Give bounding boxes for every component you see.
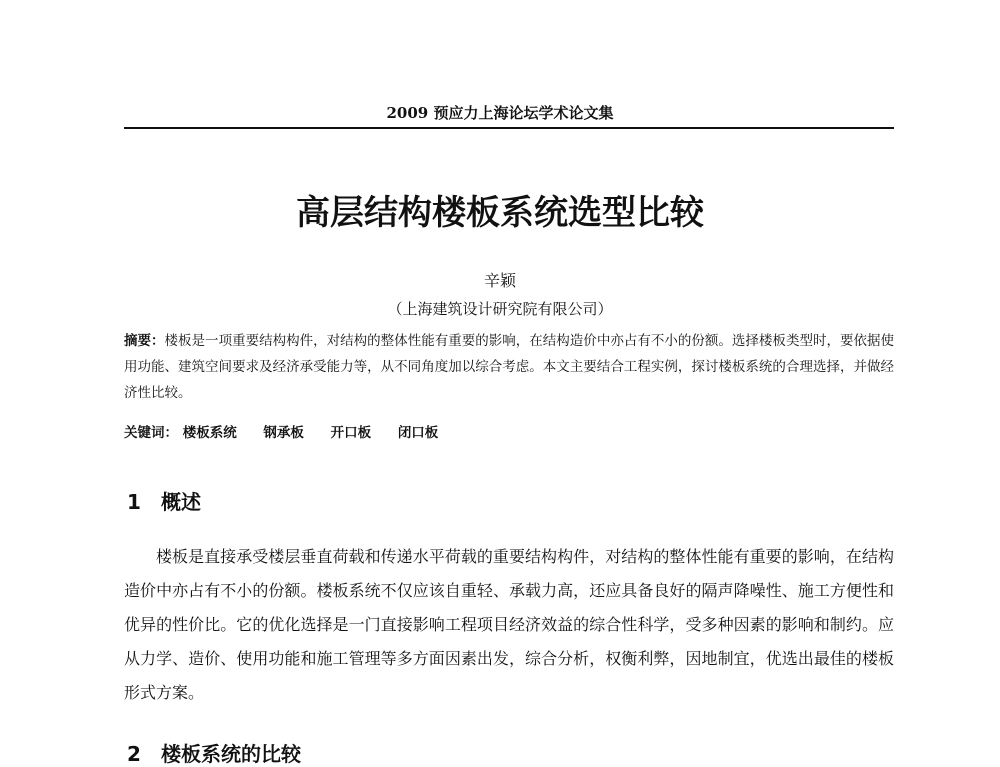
section-heading-1: [127, 486, 201, 515]
section-number: 1: [127, 490, 141, 514]
section-number: 2: [127, 742, 141, 766]
running-header: 2009 预应力上海论坛学术论文集: [386, 104, 614, 122]
header-rule: [124, 127, 894, 129]
keywords: [124, 420, 894, 446]
keyword: 楼板系统: [182, 425, 237, 441]
abstract-label: 摘要：: [124, 333, 165, 349]
keyword: 钢承板: [263, 425, 304, 441]
abstract-text: 楼板是一项重要结构构件，对结构的整体性能有重要的影响，在结构造价中亦占有不小的份额。选择楼板类型时，要依据使用功能、建筑空间要求及经济承受能力等，从不同角度加以综合考虑。本文主要结合工程实例，探讨楼板系统的合理选择，并做经济性比较。: [124, 333, 895, 401]
paper-title: 高层结构楼板系统选型比较: [296, 193, 704, 233]
keyword: 开口板: [330, 425, 372, 441]
author: 辛颖: [483, 271, 516, 290]
affiliation: （上海建筑设计研究院有限公司）: [387, 300, 613, 318]
body-paragraph: 楼板是直接承受楼层垂直荷载和传递水平荷载的重要结构构件，对结构的整体性能有重要的影响，在结构造价中亦占有不小的份额。楼板系统不仅应该自重轻、承载力高，还应具备良好的隔声降噪性、施工方便性和优异的性价比。它的优化选择是一门直接影响工程项目经济效益的综合性科学，受多种因素的影响和制约。应从力学、造价、使用功能和施工管理等多方面因素出发，综合分析，权衡利弊，因地制宜，优选出最佳的楼板形式方案。: [124, 547, 894, 702]
keyword: 闭口板: [397, 425, 439, 441]
keywords-label: 关键词：: [124, 425, 178, 441]
section-title: 楼板系统的比较: [161, 742, 301, 766]
section-heading-2: [127, 738, 301, 767]
section-title: 概述: [161, 490, 201, 514]
abstract: [124, 328, 894, 406]
